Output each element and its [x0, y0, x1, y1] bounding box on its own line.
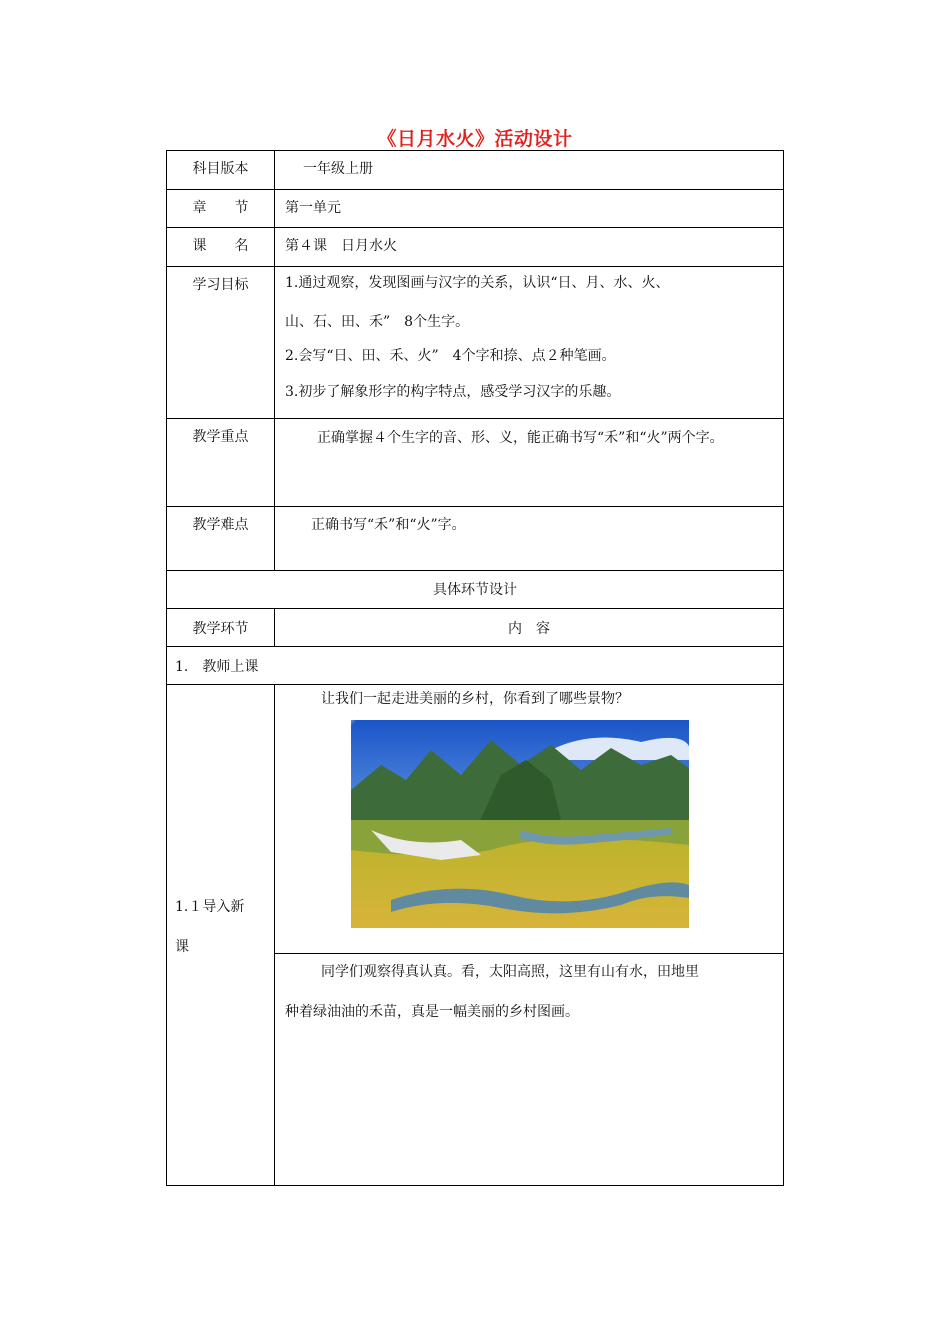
landscape-photo	[351, 720, 689, 928]
difficulty-text: 正确书写“禾”和“火”字。	[311, 517, 466, 533]
document-title: 《日月水火》活动设计	[377, 128, 573, 150]
section1-label: 1. 教师上课	[175, 659, 259, 675]
key-point-content	[275, 419, 783, 506]
key-point-text: 正确掌握４个生字的音、形、义，能正确书写“禾”和“火”两个字。	[317, 430, 724, 446]
section1-row	[167, 646, 783, 684]
key-point-label: 教学重点	[167, 419, 275, 506]
answer-cell	[275, 953, 783, 1185]
objective-line: 山、石、田、禾” 8个生字。	[285, 314, 470, 330]
objectives-label: 学习目标	[167, 267, 275, 418]
objective-line: 2.会写“日、田、禾、火” 4个字和捺、点２种笔画。	[285, 348, 616, 364]
difficulty-row	[167, 506, 783, 570]
column-left-header: 教学环节	[167, 609, 275, 646]
objectives-row	[167, 266, 783, 418]
question-cell	[275, 685, 783, 953]
chapter-label: 章 节	[167, 190, 275, 227]
key-point-row	[167, 418, 783, 506]
subject-value: 一年级上册	[303, 161, 373, 177]
info-row-lesson	[167, 227, 783, 266]
objective-line: 3.初步了解象形字的构字特点，感受学习汉字的乐趣。	[285, 384, 621, 400]
answer-line: 种着绿油油的禾苗，真是一幅美丽的乡村图画。	[285, 1004, 579, 1020]
lesson-table	[166, 150, 784, 1186]
question-text: 让我们一起走进美丽的乡村，你看到了哪些景物？	[321, 691, 629, 707]
objectives-content	[275, 267, 783, 418]
column-header-row	[167, 608, 783, 646]
chapter-value: 第一单元	[285, 200, 341, 216]
design-header-row	[167, 570, 783, 608]
section1-1-label	[167, 685, 275, 1185]
difficulty-label: 教学难点	[167, 507, 275, 570]
section1-1-row	[167, 684, 783, 1185]
lesson-value: 第４课 日月水火	[285, 238, 397, 254]
column-right-header: 内 容	[508, 621, 550, 637]
info-row-chapter	[167, 189, 783, 227]
subject-label: 科目版本	[167, 151, 275, 189]
answer-line: 同学们观察得真认真。看，太阳高照，这里有山有水，田地里	[321, 964, 699, 980]
objective-line: 1.通过观察，发现图画与汉字的关系，认识“日、月、水、火、	[285, 275, 670, 291]
lesson-label: 课 名	[167, 228, 275, 266]
design-header: 具体环节设计	[433, 582, 517, 598]
info-row-subject	[167, 151, 783, 189]
section1-1-label-line: 1.１导入新	[175, 899, 245, 915]
section1-1-content	[275, 685, 783, 1185]
section1-1-label-line: 课	[175, 939, 189, 955]
